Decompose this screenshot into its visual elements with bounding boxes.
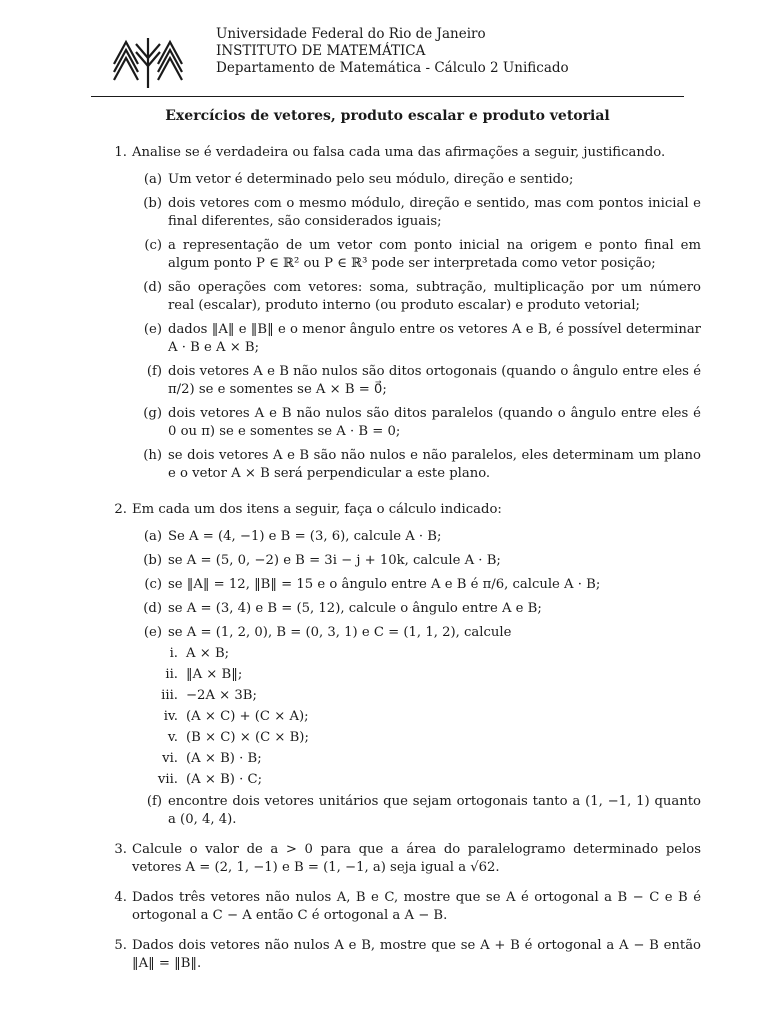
- question-number: 1.: [114, 145, 127, 160]
- question-3: [96, 841, 701, 877]
- item-text: se ‖A‖ = 12, ‖B‖ = 15 e o ângulo entre A e B é π/6, calcule A · B;: [168, 577, 601, 592]
- list-item: [132, 552, 701, 570]
- list-item: [132, 576, 701, 594]
- item-label: (b): [143, 553, 162, 568]
- department-name: Departamento de Matemática - Cálculo 2 Unificado: [216, 60, 569, 76]
- sub-item: [132, 708, 701, 726]
- sub-item-label: ii.: [165, 667, 178, 682]
- item-label: (c): [144, 238, 162, 253]
- list-item: [132, 447, 701, 483]
- list-item: [132, 321, 701, 357]
- item-text: dois vetores A e B não nulos são ditos ortogonais (quando o ângulo entre eles é π/2) se e somentes se A × B = 0⃗;: [168, 364, 701, 397]
- sub-item-text: ‖A × B‖;: [186, 667, 243, 682]
- item-text: são operações com vetores: soma, subtração, multiplicação por um número real (escalar), produto interno (ou produto escalar) e produto vetorial;: [168, 280, 701, 313]
- item-text: dois vetores A e B não nulos são ditos paralelos (quando o ângulo entre eles é 0 ou π) se e somentes se A · B = 0;: [168, 406, 701, 439]
- item-label: (c): [144, 577, 162, 592]
- item-text: Se A = (4, −1) e B = (3, 6), calcule A · B;: [168, 529, 442, 544]
- sub-item-text: −2A × 3B;: [186, 688, 257, 703]
- question-number: 4.: [114, 890, 127, 905]
- list-item: [132, 171, 701, 189]
- sub-item-text: (B × C) × (C × B);: [186, 730, 309, 745]
- list-item: [132, 405, 701, 441]
- sub-item-label: vi.: [162, 751, 178, 766]
- question-5: [96, 937, 701, 973]
- item-label: (d): [143, 280, 162, 295]
- question-text: Dados dois vetores não nulos A e B, mostre que se A + B é ortogonal a A − B então ‖A‖ = ‖B‖.: [132, 938, 701, 971]
- list-item: [132, 793, 701, 829]
- item-text: dois vetores com o mesmo módulo, direção e sentido, mas com pontos inicial e final diferentes, são considerados iguais;: [168, 196, 701, 229]
- item-text: se A = (1, 2, 0), B = (0, 3, 1) e C = (1, 1, 2), calcule: [168, 625, 512, 640]
- question-text: Analise se é verdadeira ou falsa cada uma das afirmações a seguir, justificando.: [132, 145, 666, 160]
- institute-name: INSTITUTO DE MATEMÁTICA: [216, 43, 426, 59]
- institution-header: [216, 26, 569, 77]
- item-label: (a): [143, 172, 162, 187]
- question-number: 5.: [114, 938, 127, 953]
- item-label: (a): [143, 529, 162, 544]
- item-text: se A = (5, 0, −2) e B = 3i − j + 10k, calcule A · B;: [168, 553, 501, 568]
- question-text: Em cada um dos itens a seguir, faça o cálculo indicado:: [132, 502, 502, 517]
- sub-item-label: iv.: [163, 709, 178, 724]
- question-2: [96, 501, 701, 829]
- list-item: [132, 237, 701, 273]
- sub-item: [132, 645, 701, 663]
- item-label: (h): [143, 448, 162, 463]
- document-title: Exercícios de vetores, produto escalar e produto vetorial: [165, 108, 610, 124]
- list-item: [132, 363, 701, 399]
- item-label: (f): [146, 794, 162, 809]
- question-4: [96, 889, 701, 925]
- item-text: Um vetor é determinado pelo seu módulo, direção e sentido;: [168, 172, 574, 187]
- sub-item-label: v.: [167, 730, 178, 745]
- item-label: (e): [143, 322, 162, 337]
- item-text: encontre dois vetores unitários que sejam ortogonais tanto a (1, −1, 1) quanto a (0, 4, 4).: [168, 794, 701, 827]
- header-divider: [91, 96, 684, 97]
- item-label: (b): [143, 196, 162, 211]
- question-text: Dados três vetores não nulos A, B e C, mostre que se A é ortogonal a B − C e B é ortogonal a C − A então C é ortogonal a A − B.: [132, 890, 701, 923]
- list-item: [132, 624, 701, 642]
- list-item: [132, 195, 701, 231]
- university-logo-icon: [112, 36, 184, 88]
- sub-item-text: A × B;: [186, 646, 230, 661]
- sub-item: [132, 666, 701, 684]
- item-text: a representação de um vetor com ponto inicial na origem e ponto final em algum ponto P ∈ ℝ² ou P ∈ ℝ³ pode ser interpretada como vetor posição;: [168, 238, 701, 271]
- list-item: [132, 279, 701, 315]
- sub-item: [132, 750, 701, 768]
- sub-item-label: iii.: [161, 688, 178, 703]
- item-label: (g): [143, 406, 162, 421]
- question-1: [96, 144, 701, 489]
- sub-item-text: (A × B) · C;: [186, 772, 263, 787]
- item-label: (f): [146, 364, 162, 379]
- sub-item-text: (A × B) · B;: [186, 751, 262, 766]
- item-label: (d): [143, 601, 162, 616]
- sub-item-text: (A × C) + (C × A);: [186, 709, 309, 724]
- sub-item: [132, 687, 701, 705]
- sub-list: [132, 645, 701, 789]
- item-text: se A = (3, 4) e B = (5, 12), calcule o ângulo entre A e B;: [168, 601, 542, 616]
- exercise-list: [96, 144, 701, 985]
- item-text: dados ‖A‖ e ‖B‖ e o menor ângulo entre os vetores A e B, é possível determinar A · B e A × B;: [168, 322, 701, 355]
- list-item: [132, 600, 701, 618]
- question-number: 3.: [114, 842, 127, 857]
- university-name: Universidade Federal do Rio de Janeiro: [216, 26, 486, 42]
- list-item: [132, 528, 701, 546]
- question-number: 2.: [114, 502, 127, 517]
- item-text: se dois vetores A e B são não nulos e não paralelos, eles determinam um plano e o vetor A × B será perpendicular a este plano.: [168, 448, 701, 481]
- item-label: (e): [143, 625, 162, 640]
- sub-item: [132, 729, 701, 747]
- sub-item: [132, 771, 701, 789]
- sub-item-label: i.: [169, 646, 178, 661]
- question-text: Calcule o valor de a > 0 para que a área do paralelogramo determinado pelos vetores A = (2, 1, −1) e B = (1, −1, a) seja igual a √62.: [132, 842, 701, 875]
- sub-item-label: vii.: [157, 772, 178, 787]
